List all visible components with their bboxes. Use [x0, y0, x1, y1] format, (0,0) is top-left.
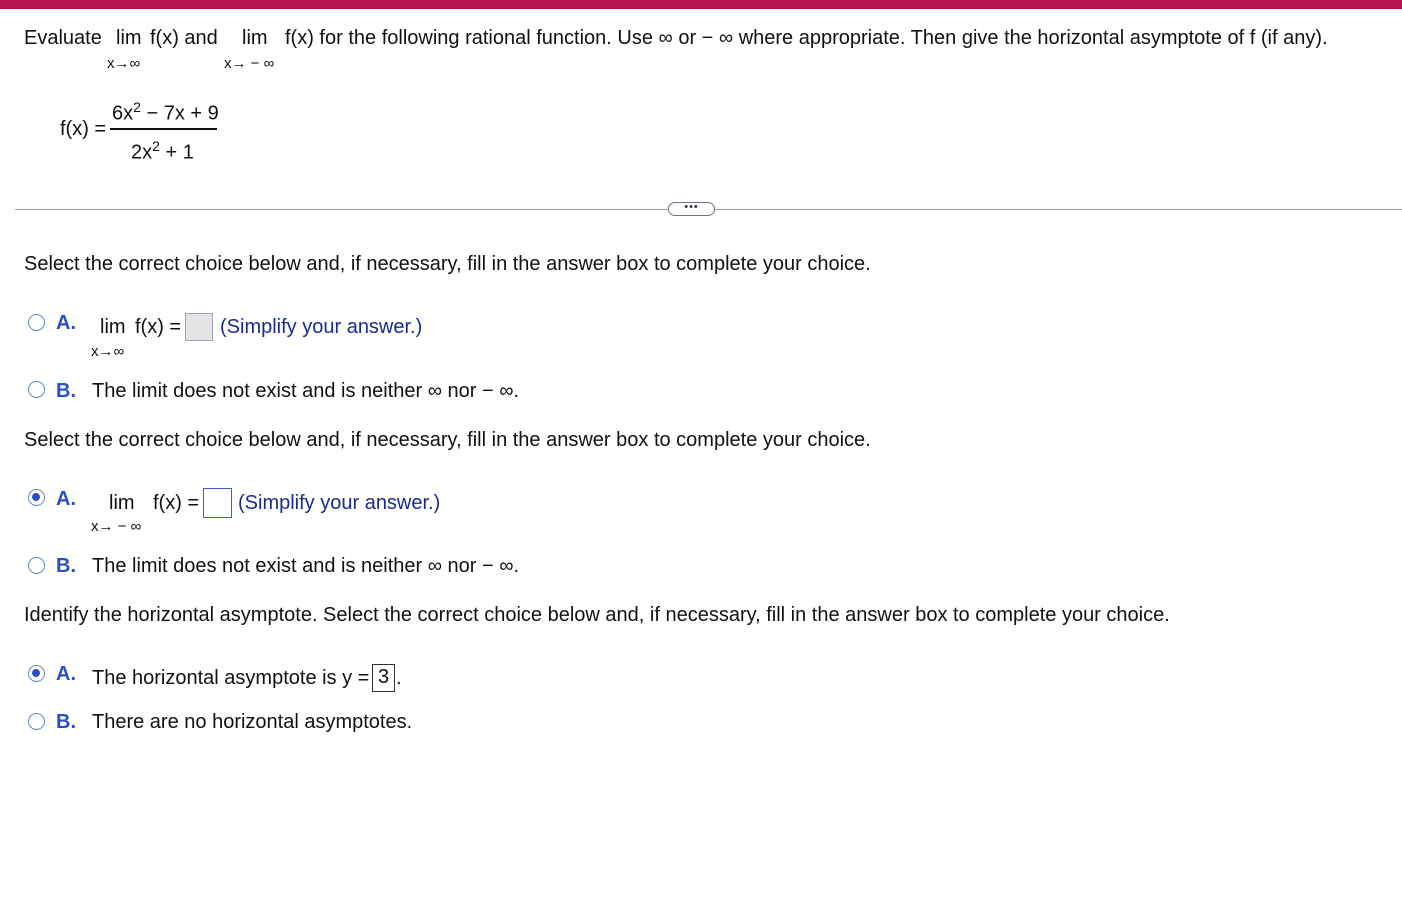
fraction-bar — [110, 128, 217, 130]
question-rest: f(x) for the following rational function. Use ∞ or − ∞ where appropriate. Then give the horizontal asymptote of f (if any). — [285, 27, 1328, 49]
part2-choice-a-radio[interactable] — [28, 489, 45, 506]
part1-choice-a-fx: f(x) = — [135, 316, 182, 338]
part1-choice-a-sub: x→∞ — [91, 343, 125, 360]
part2-choice-a-sub: x→ − ∞ — [91, 518, 142, 535]
numerator: $6x^2 - 7x + 9$ — [112, 99, 219, 125]
part1-instruction: Select the correct choice below and, if necessary, fill in the answer box to complete your choice. — [24, 253, 871, 275]
intro-evaluate: Evaluate — [24, 27, 102, 49]
part3-choice-a-period: . — [396, 667, 402, 689]
part1-choice-a-lim: lim — [100, 316, 126, 338]
part3-choice-a-letter: A. — [56, 663, 76, 685]
part2-instruction: Select the correct choice below and, if necessary, fill in the answer box to complete your choice. — [24, 429, 871, 451]
lim-word-2: lim — [242, 27, 268, 49]
part1-choice-a-letter: A. — [56, 312, 76, 334]
part2-choice-a-hint: (Simplify your answer.) — [238, 492, 441, 514]
part1-answer-box[interactable] — [185, 313, 213, 341]
part1-choice-a-hint: (Simplify your answer.) — [220, 316, 423, 338]
lim-word-1: lim — [116, 27, 142, 49]
part2-answer-box[interactable] — [203, 488, 232, 518]
part2-choice-b-letter: B. — [56, 555, 76, 577]
denominator: $2x^2 + 1$ — [131, 138, 194, 164]
part2-choice-b-text: The limit does not exist and is neither ∞ nor − ∞. — [92, 555, 520, 577]
expand-button[interactable]: ••• — [668, 202, 715, 216]
part3-choice-b-letter: B. — [56, 711, 76, 733]
part1-choice-a-radio[interactable] — [28, 314, 45, 331]
part2-choice-b-radio[interactable] — [28, 557, 45, 574]
part1-choice-b-text: The limit does not exist and is neither ∞ nor − ∞. — [92, 380, 520, 402]
limit-subscript-1: x→∞ — [107, 55, 141, 72]
part3-choice-a-radio[interactable] — [28, 665, 45, 682]
part3-choice-a-text: The horizontal asymptote is y = — [92, 667, 370, 689]
part1-choice-b-radio[interactable] — [28, 381, 45, 398]
limit-subscript-2: x→ − ∞ — [224, 55, 275, 72]
part3-choice-b-text: There are no horizontal asymptotes. — [92, 711, 413, 733]
part2-choice-a-lim: lim — [109, 492, 135, 514]
part2-choice-a-letter: A. — [56, 488, 76, 510]
function-lhs: f(x) = — [60, 118, 107, 140]
part3-choice-b-radio[interactable] — [28, 713, 45, 730]
part1-choice-b-letter: B. — [56, 380, 76, 402]
part2-choice-a-fx: f(x) = — [153, 492, 200, 514]
part3-answer-box[interactable]: 3 — [372, 664, 395, 692]
top-accent-bar — [0, 0, 1402, 9]
part3-instruction: Identify the horizontal asymptote. Select the correct choice below and, if necessary, fill in the answer box to complete your choice. — [24, 604, 1170, 626]
fx-and: f(x) and — [150, 27, 218, 49]
